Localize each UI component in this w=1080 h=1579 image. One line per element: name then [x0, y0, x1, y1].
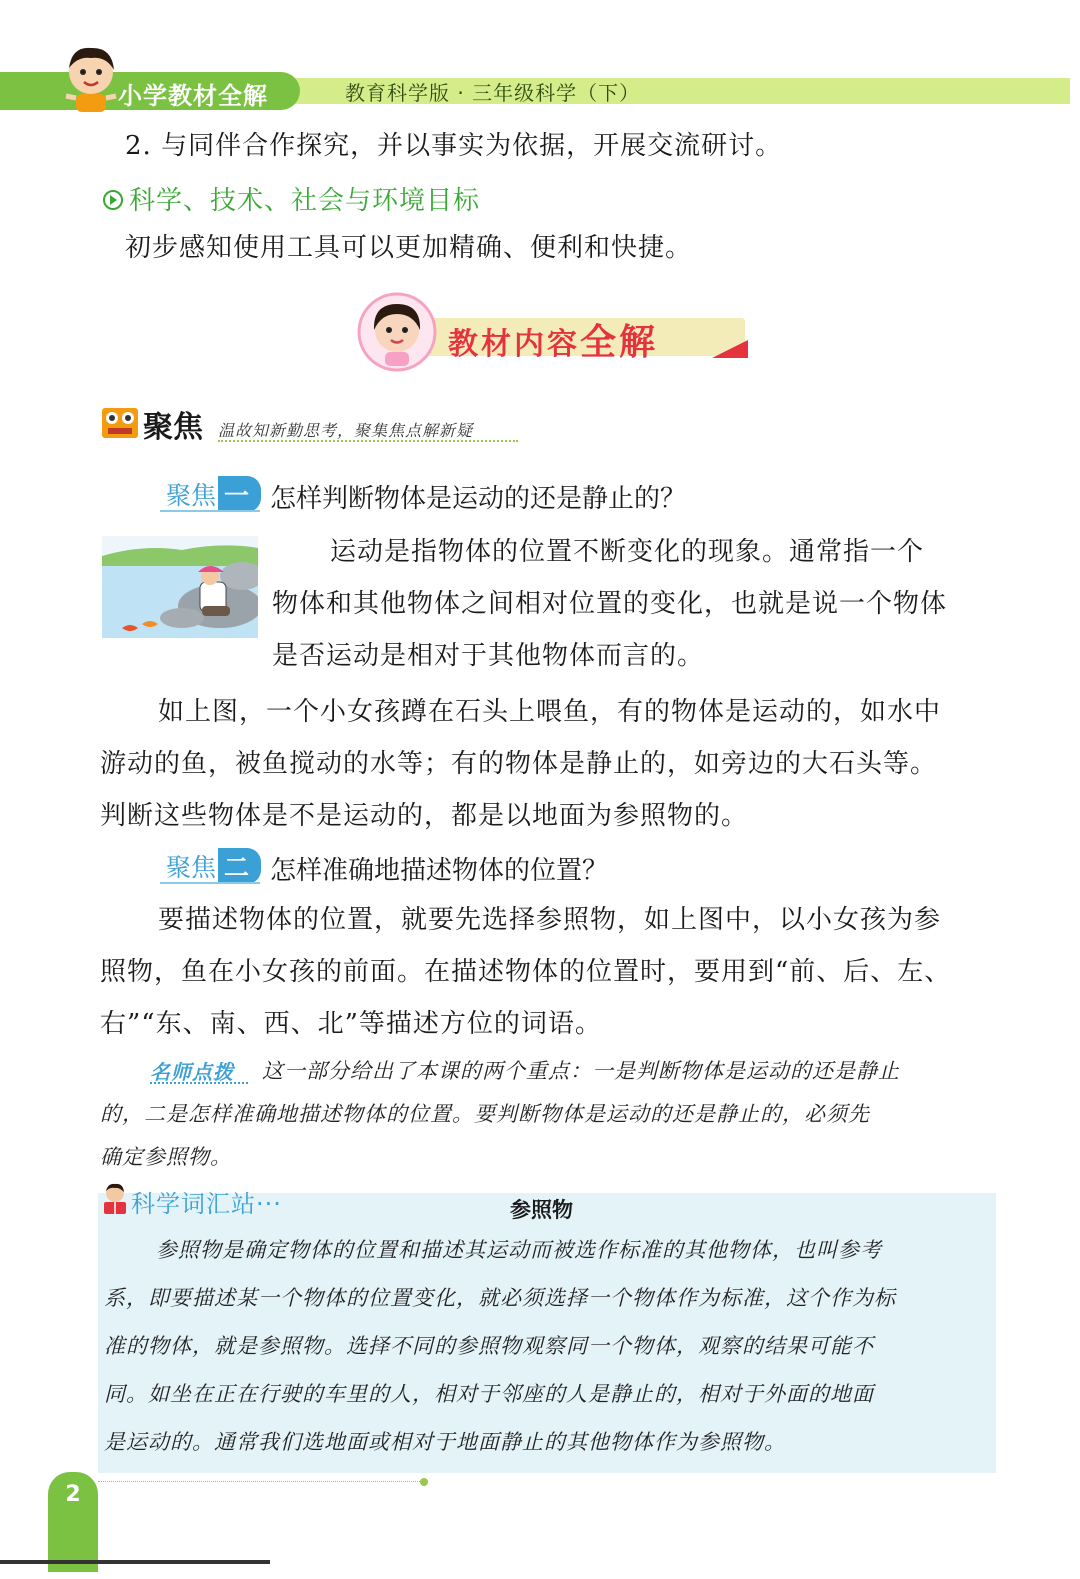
- play-circle-icon: [103, 190, 123, 210]
- focus-1-tag-label: 聚焦: [166, 481, 217, 510]
- focus-1-para-2-line-3: 判断这些物体是不是运动的，都是以地面为参照物的。: [100, 801, 749, 831]
- focus-2-tag: [160, 848, 267, 880]
- tip-label-underline: [150, 1082, 248, 1084]
- reading-kid-icon: [100, 1182, 130, 1216]
- tip-line-3: 确定参照物。: [100, 1145, 232, 1169]
- header-brand: 小学教材全解: [118, 82, 268, 110]
- focus-1-para-1-line-3: 是否运动是相对于其他物体而言的。: [272, 641, 705, 671]
- sste-objective-text: 初步感知使用工具可以更加精确、便利和快捷。: [125, 233, 693, 263]
- objective-item-2: 2. 与同伴合作探究，并以事实为依据，开展交流研讨。: [125, 131, 783, 161]
- boy-mascot-icon: [58, 42, 124, 112]
- vocab-line-2: 系，即要描述某一个物体的位置变化，就必须选择一个物体作为标准，这个作为标: [104, 1286, 896, 1310]
- focus-1-question: 怎样判断物体是运动的还是静止的？: [270, 484, 687, 514]
- tip-line-1: 这一部分给出了本课的两个重点：一是判断物体是运动的还是静止: [262, 1059, 900, 1083]
- focus-1-tag-underline: [160, 510, 260, 512]
- banner-tail: [712, 340, 748, 358]
- vocab-line-3: 准的物体，就是参照物。选择不同的参照物观察同一个物体，观察的结果可能不: [104, 1334, 874, 1358]
- film-camera-icon: [100, 402, 140, 442]
- focus-2-tag-underline: [160, 882, 260, 884]
- section-heading-sste: [103, 180, 480, 217]
- page-number: 2: [65, 1482, 81, 1507]
- focus-1-tag-number: 一: [218, 476, 261, 512]
- focus-2-question: 怎样准确地描述物体的位置？: [270, 856, 609, 886]
- section-heading-text: 科学、技术、社会与环境目标: [129, 186, 481, 216]
- header-book-title: 教育科学版 · 三年级科学（下）: [345, 81, 641, 105]
- bottom-edge-strip: [0, 1560, 270, 1564]
- focus-2-line-1: 要描述物体的位置，就要先选择参照物，如上图中，以小女孩为参: [158, 905, 942, 935]
- focus-subtitle: 温故知新勤思考，聚集焦点解新疑: [218, 421, 474, 440]
- vocab-line-1: 参照物是确定物体的位置和描述其运动而被选作标准的其他物体，也叫参考: [156, 1238, 882, 1262]
- tip-line-2: 的，二是怎样准确地描述物体的位置。要判断物体是运动的还是静止的，必须先: [100, 1102, 870, 1126]
- tip-label: 名师点拨: [150, 1060, 234, 1084]
- focus-divider: [218, 440, 518, 442]
- focus-2-line-2: 照物，鱼在小女孩的前面。在描述物体的位置时，要用到“前、后、左、: [100, 957, 952, 987]
- focus-1-para-2-line-2: 游动的鱼，被鱼搅动的水等；有的物体是静止的，如旁边的大石头等。: [100, 749, 938, 779]
- focus-1-para-1-line-1: 运动是指物体的位置不断变化的现象。通常指一个: [330, 537, 925, 567]
- vocab-line-4: 同。如坐在正在行驶的车里的人，相对于邻座的人是静止的，相对于外面的地面: [104, 1382, 874, 1406]
- focus-title: 聚焦: [143, 410, 203, 445]
- banner-title: [448, 314, 658, 365]
- girl-feeding-fish-illustration: [102, 536, 258, 638]
- footer-dot: [420, 1478, 428, 1486]
- focus-1-tag: [160, 476, 267, 508]
- vocab-term: 参照物: [510, 1198, 573, 1222]
- vocab-line-5: 是运动的。通常我们选地面或相对于地面静止的其他物体作为参照物。: [104, 1430, 786, 1454]
- focus-2-tag-label: 聚焦: [166, 853, 217, 882]
- focus-1-para-2-line-1: 如上图，一个小女孩蹲在石头上喂鱼，有的物体是运动的，如水中: [158, 697, 942, 727]
- focus-1-para-1-line-2: 物体和其他物体之间相对位置的变化，也就是说一个物体: [272, 589, 948, 619]
- banner-title-text: 教材内容: [448, 327, 580, 362]
- focus-2-line-3: 右”“东、南、西、北”等描述方位的词语。: [100, 1009, 602, 1039]
- girl-mascot-icon: [355, 290, 439, 374]
- focus-2-tag-number: 二: [218, 848, 261, 884]
- footer-divider: [98, 1481, 428, 1482]
- vocab-heading: 科学词汇站···: [131, 1190, 282, 1218]
- banner-title-highlight: 全解: [580, 322, 659, 363]
